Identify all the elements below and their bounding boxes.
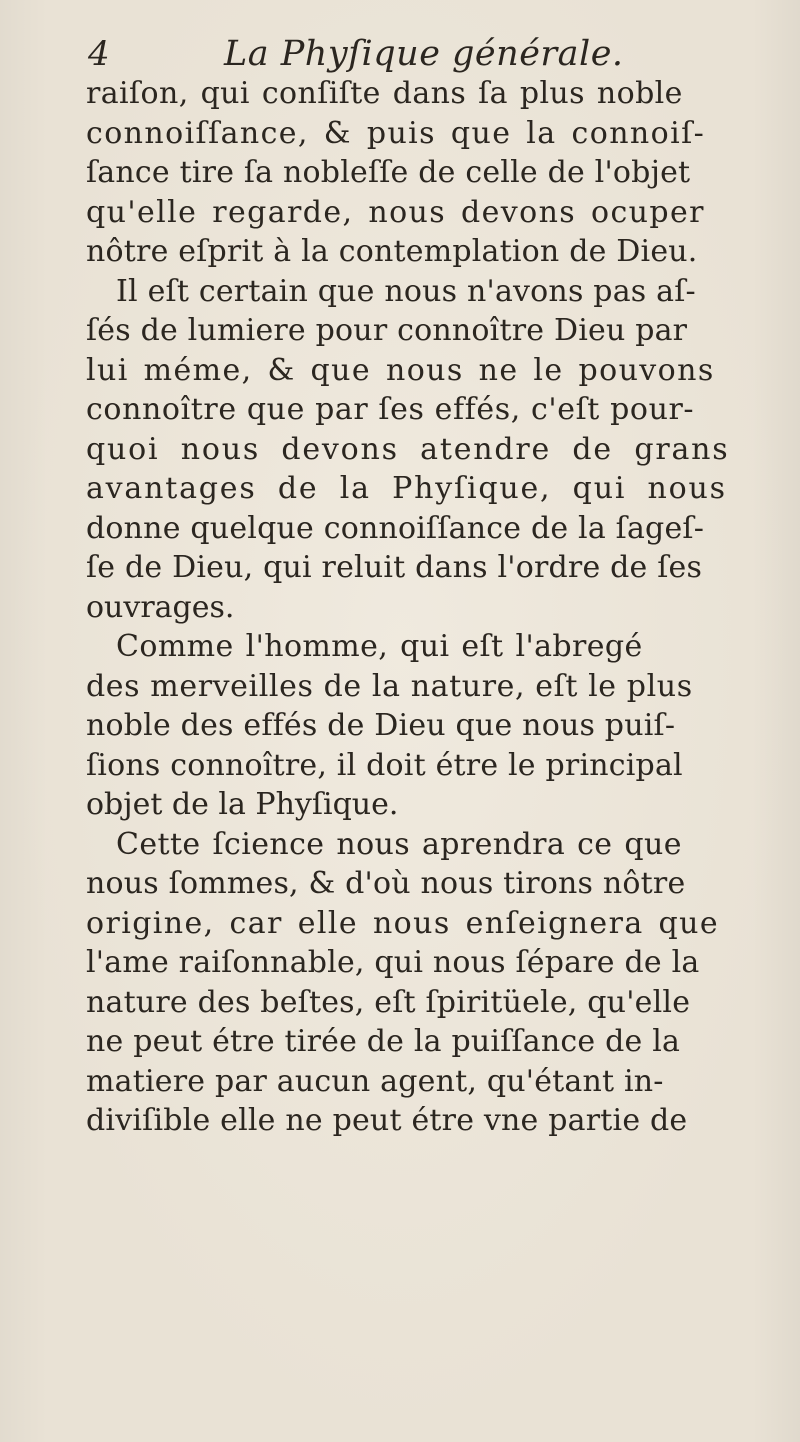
text-line: avantages de la Phyſique, qui nous <box>86 471 727 506</box>
text-line: raiſon, qui conſiſte dans ſa plus noble <box>86 76 683 111</box>
text-line: connoiſſance, & puis que la connoiſ- <box>86 115 706 151</box>
paragraph-start-line: Comme l'homme, qui eſt l'abregé <box>116 629 643 664</box>
text-line: diviſible elle ne peut étre vne partie de <box>86 1103 688 1138</box>
text-line: quoi nous devons atendre de grans <box>86 431 730 467</box>
text-line: noble des effés de Dieu que nous puiſ- <box>86 708 676 743</box>
page-header <box>88 30 748 80</box>
paragraph-start-line: Cette ſcience nous aprendra ce que <box>116 826 682 862</box>
paragraph-start-line: Il eſt certain que nous n'avons pas aſ- <box>116 273 696 309</box>
text-line: ne peut étre tirée de la puiſſance de la <box>86 1024 681 1059</box>
text-line: nous ſommes, & d'où nous tirons nôtre <box>86 866 686 901</box>
text-line: objet de la Phyſique. <box>86 787 399 822</box>
text-line: ouvrages. <box>86 589 235 625</box>
page-number: 4 <box>88 34 110 74</box>
text-line: ſe de Dieu, qui reluit dans l'ordre de ſes <box>86 550 703 585</box>
text-line: matiere par aucun agent, qu'étant in- <box>86 1063 664 1099</box>
text-line: ſance tire ſa nobleſſe de celle de l'objet <box>86 155 691 190</box>
text-line: nature des beſtes, eſt ſpiritüele, qu'elle <box>86 984 691 1020</box>
text-line: lui méme, & que nous ne le pouvons <box>86 352 715 388</box>
text-line: ſions connoître, il doit étre le principal <box>86 747 683 783</box>
text-line: ſés de lumiere pour connoître Dieu par <box>86 313 688 348</box>
text-line: origine, car elle nous enſeignera que <box>86 905 720 941</box>
text-line: des merveilles de la nature, eſt le plus <box>86 668 693 704</box>
text-line: l'ame raiſonnable, qui nous ſépare de la <box>86 945 700 980</box>
text-line: nôtre eſprit à la contemplation de Dieu. <box>86 234 698 269</box>
text-line: donne quelque connoiſſance de la ſageſ- <box>86 510 705 546</box>
text-line: qu'elle regarde, nous devons ocuper <box>86 194 705 230</box>
running-title: La Phyſique générale. <box>224 34 624 74</box>
body-text <box>86 74 758 1141</box>
text-line: connoître que par ſes effés, c'eſt pour- <box>86 392 695 427</box>
